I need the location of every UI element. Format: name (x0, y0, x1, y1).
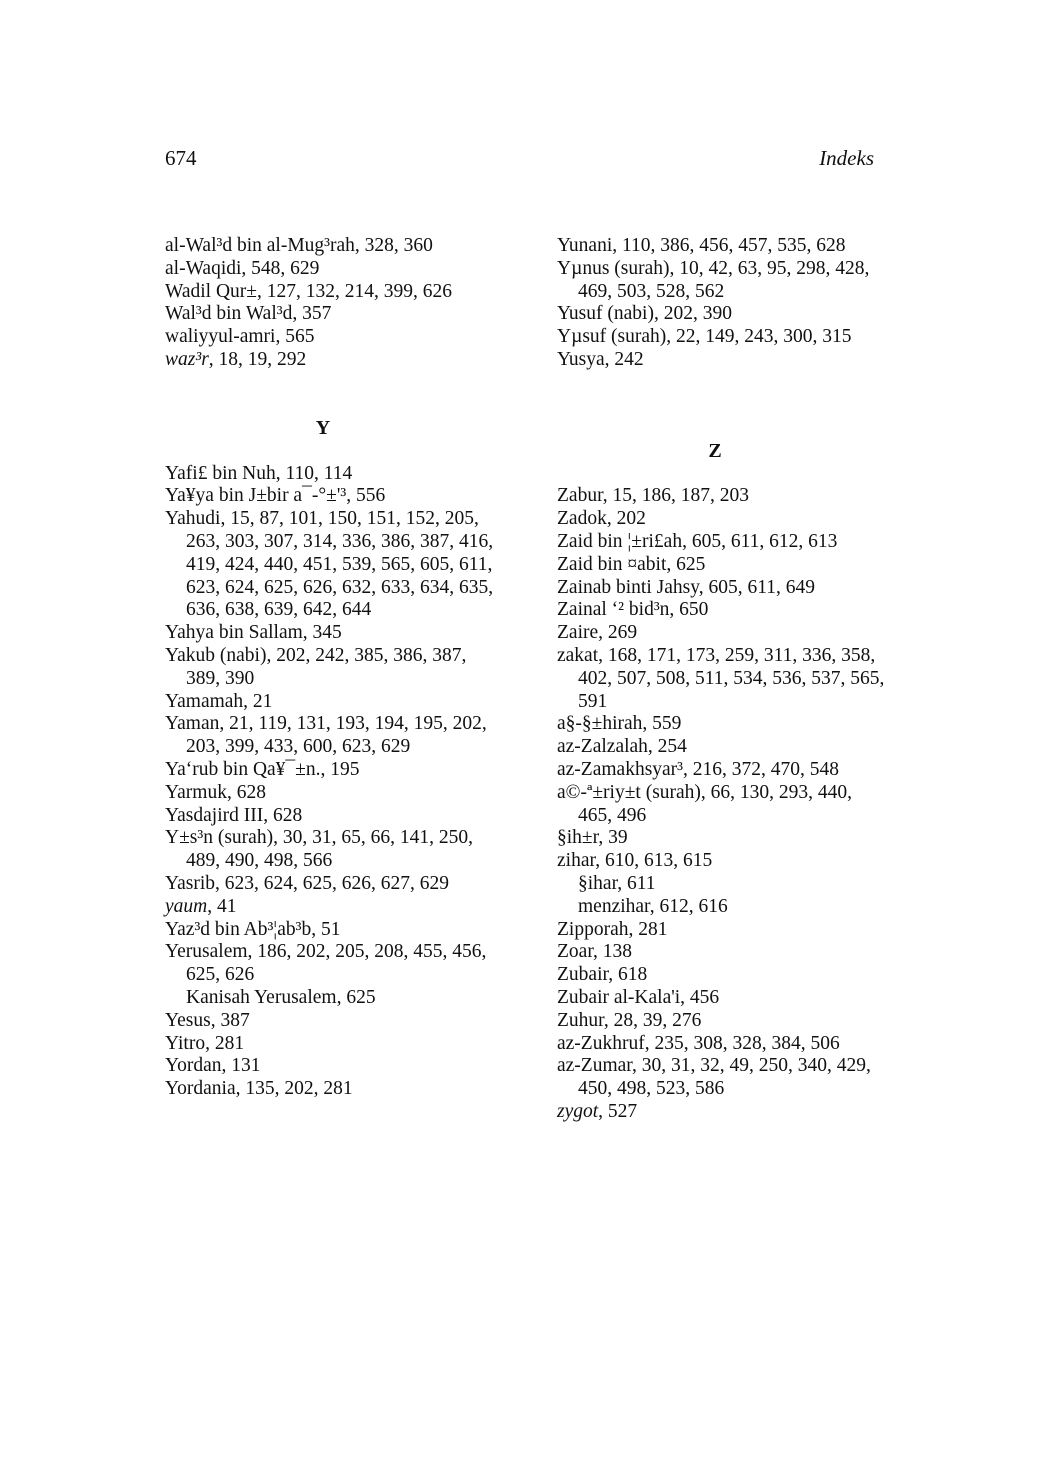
index-entry (165, 896, 495, 919)
index-entry: Zuhur, 28, 39, 276 (557, 1009, 702, 1031)
index-entry: Zabur, 15, 186, 187, 203 (557, 485, 750, 507)
index-entry: Ya¥ya bin J±bir a¯-°±'³, 556 (165, 485, 386, 507)
index-entry: al-Waqidi, 548, 629 (165, 257, 320, 279)
index-entry: Zoar, 138 (557, 941, 633, 963)
index-entry: Yaman, 21, 119, 131, 193, 194, 195, 202, 203, 399, 433, 600, 623, 629 (165, 713, 487, 758)
index-entry: Zubair, 618 (557, 964, 648, 986)
index-pages: , 18, 19, 292 (208, 348, 307, 370)
index-entry: Zaid bin ¦±ri£ah, 605, 611, 612, 613 (557, 530, 838, 552)
index-entry: Wadil Qur±, 127, 132, 214, 399, 626 (165, 280, 452, 302)
index-entry: Yarmuk, 628 (165, 781, 266, 803)
index-entry: a§-§±hirah, 559 (557, 713, 682, 735)
index-term-italic: zygot (557, 1100, 599, 1122)
index-entry: §ih±r, 39 (557, 827, 628, 849)
section-letter-z: Z (708, 439, 722, 462)
index-entry: Yusuf (nabi), 202, 390 (557, 303, 732, 325)
index-entry: Zaire, 269 (557, 622, 638, 644)
index-entry: Yitro, 281 (165, 1032, 245, 1054)
index-subentry: Kanisah Yerusalem, 625 (186, 986, 376, 1008)
index-entry: Yusya, 242 (557, 348, 644, 370)
index-entry: Ya‘rub bin Qa¥¯±n., 195 (165, 758, 360, 780)
index-entry: Yesus, 387 (165, 1009, 250, 1031)
index-entry: Zaid bin ¤abit, 625 (557, 553, 706, 575)
section-letter-y: Y (315, 416, 331, 439)
index-entry: Yamamah, 21 (165, 690, 273, 712)
index-entry: Zipporah, 281 (557, 918, 668, 940)
index-entry: Zainab binti Jahsy, 605, 611, 649 (557, 576, 815, 598)
index-entry: az-Zalzalah, 254 (557, 736, 687, 758)
index-term-italic: waz³r (165, 348, 209, 370)
index-entry: Yµnus (surah), 10, 42, 63, 95, 298, 428, 469, 503, 528, 562 (557, 257, 870, 302)
index-entry: az-Zamakhsyar³, 216, 372, 470, 548 (557, 758, 840, 780)
index-entry: Yasdajird III, 628 (165, 804, 303, 826)
index-entry: Yordan, 131 (165, 1055, 261, 1077)
index-entry: waliyyul-amri, 565 (165, 326, 315, 348)
index-entry (557, 1101, 887, 1124)
index-entry: Yordania, 135, 202, 281 (165, 1078, 353, 1100)
index-entry: Yakub (nabi), 202, 242, 385, 386, 387, 389, 390 (165, 644, 467, 689)
index-entry (165, 349, 495, 372)
index-entry: Yahya bin Sallam, 345 (165, 622, 342, 644)
index-entry: Yahudi, 15, 87, 101, 150, 151, 152, 205, 263, 303, 307, 314, 336, 386, 387, 416, 419, 424, 440, 451, 539, 565, 605, 611, 623, 624, 625, 626, 632, 633, 634, 635, 636, 638, 639, 642, 644 (165, 508, 494, 621)
index-entry: Yunani, 110, 386, 456, 457, 535, 628 (557, 235, 846, 256)
index-pages: , 41 (207, 895, 237, 917)
index-entry: a©-ª±riy±t (surah), 66, 130, 293, 440, 465, 496 (557, 781, 853, 826)
index-column-left (165, 235, 495, 1101)
index-entry: zakat, 168, 171, 173, 259, 311, 336, 358, 402, 507, 508, 511, 534, 536, 537, 565, 591 (557, 644, 885, 712)
index-subentry: menzihar, 612, 616 (578, 895, 728, 917)
page-number: 674 (165, 146, 197, 170)
index-column-right (557, 235, 887, 1124)
index-subentry: §ihar, 611 (578, 872, 656, 894)
running-header-title: Indeks (819, 146, 874, 170)
index-entry: al-Wal³d bin al-Mug³rah, 328, 360 (165, 235, 433, 256)
index-entry: az-Zumar, 30, 31, 32, 49, 250, 340, 429, 450, 498, 523, 586 (557, 1055, 871, 1100)
index-entry: Yerusalem, 186, 202, 205, 208, 455, 456, 625, 626 (165, 941, 487, 986)
index-term-italic: yaum (165, 895, 208, 917)
index-entry: Zubair al-Kala'i, 456 (557, 986, 720, 1008)
index-entry: Yafi£ bin Nuh, 110, 114 (165, 462, 353, 484)
index-pages: , 527 (598, 1100, 638, 1122)
index-entry: Wal³d bin Wal³d, 357 (165, 303, 332, 325)
index-entry: Zadok, 202 (557, 508, 646, 530)
index-entry: Yasrib, 623, 624, 625, 626, 627, 629 (165, 872, 450, 894)
index-entry: Y±s³n (surah), 30, 31, 65, 66, 141, 250, 489, 490, 498, 566 (165, 827, 473, 872)
index-entry: az-Zukhruf, 235, 308, 328, 384, 506 (557, 1032, 840, 1054)
index-entry: Zainal ‘² bid³n, 650 (557, 599, 709, 621)
index-entry: Yaz³d bin Ab³¦ab³b, 51 (165, 918, 341, 940)
index-entry: zihar, 610, 613, 615 (557, 850, 713, 872)
index-entry: Yµsuf (surah), 22, 149, 243, 300, 315 (557, 326, 852, 348)
